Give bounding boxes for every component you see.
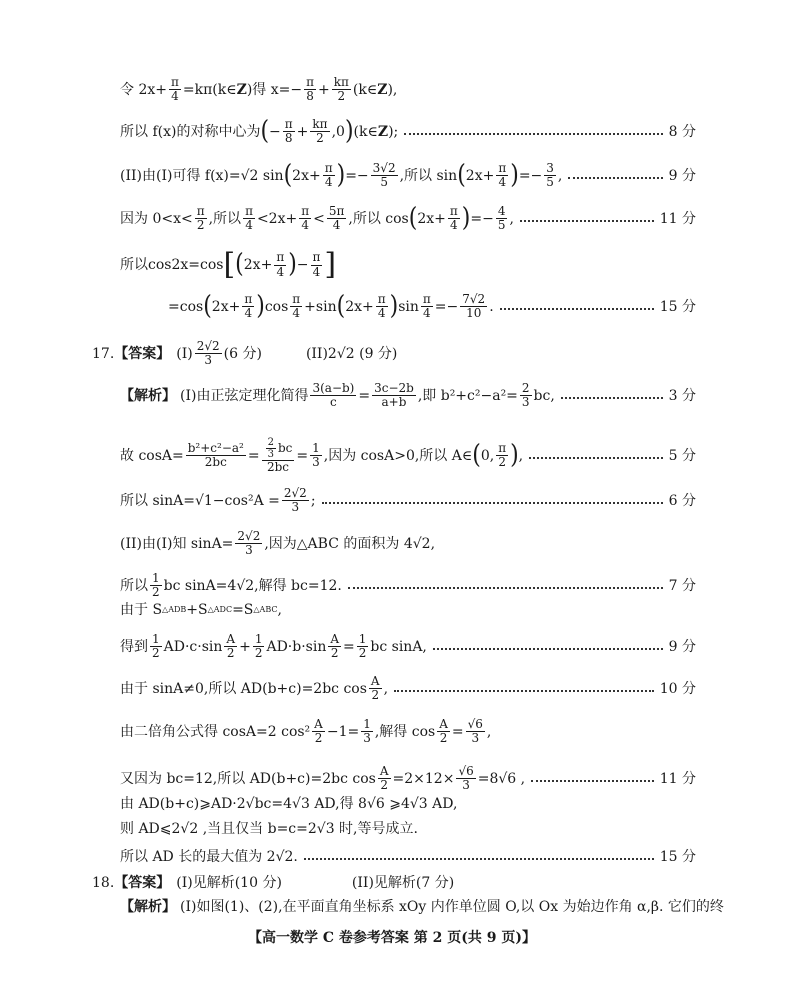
q17-line-11 [120,797,457,811]
leader-dots [500,308,654,310]
text: cos [264,298,289,315]
line-part2-fx: (II)由(I)可得 f(x)=√2 sin ( 2x+ $\frac{\pi}{4}$ ) =− $\frac{3√2}{5}$ ,所以 sin ( 2x+ $\frac{\pi}{4}$ ) =− $\frac{3}{5}$ , 9 分 [120,160,696,191]
num: kπ [333,75,349,89]
q17-line-13 [120,850,696,864]
fraction [466,718,485,745]
fraction [332,76,351,103]
den: 4 [312,264,321,279]
den: 3 [521,395,530,410]
fraction [496,442,508,469]
q17-line-8 [120,675,696,702]
den: 4 [276,264,285,279]
text: =− [518,167,543,184]
num: 2√2 [283,486,307,500]
num: π [292,292,301,306]
q18-answer [92,876,454,890]
fraction [283,118,295,145]
num: 1 [363,717,371,731]
text: , [518,447,524,464]
fraction [310,118,329,145]
text: 2x+ [292,167,321,184]
text: ,0 [331,123,345,140]
line-symmetry-center: 所以 f(x)的对称中心为 ( − $\frac{\pi}{8}$ + $\frac{k\pi}{2}$ ,0 ) (k∈ Z ); 8 分 [120,116,696,147]
num: 5π [328,204,345,218]
den: 2bc [266,460,289,474]
text: (I)见解析(10 分) [176,875,282,891]
question-number: 17. [92,345,115,362]
text: =cos [168,298,204,315]
text: 由于 S [120,602,163,618]
text: (I)由正弦定理化简得 [180,387,309,404]
den: 3 [312,455,320,470]
num: π [498,440,507,455]
num: 3(a−b) [312,381,355,395]
fraction [235,530,262,557]
leader-dots [433,648,663,650]
den: 2 [196,218,205,233]
q17-line-4 [120,530,435,557]
num: A [314,717,323,731]
num: 2 [267,437,274,448]
num: π [377,292,386,306]
den: 8 [284,131,293,146]
paren: ) [344,116,354,147]
paren: ( [336,291,346,322]
num: A [379,764,389,778]
fraction [195,340,222,367]
den: 5 [546,175,554,190]
text: = [296,447,309,464]
text: +sin [304,298,337,315]
paren: ) [510,439,519,470]
text: ,因为△ABC 的面积为 4√2, [264,535,436,552]
text: + [318,81,330,98]
fraction [460,293,487,320]
num: 2 [521,381,530,395]
text: 2x+ [243,257,273,273]
num: π [449,204,458,218]
leader-dots [520,220,654,222]
text: 2x+ [465,167,495,184]
den: 2 [152,585,160,600]
text: Z [236,81,247,98]
fraction [328,633,341,660]
text: = [343,638,355,655]
text: ,解得 cos [374,723,436,740]
den: 3 [204,353,213,368]
text: Z [377,81,388,98]
fraction [369,675,382,702]
num: b²+c²−a² [187,440,244,455]
text: (II)由(I)可得 f(x)=√2 sin [120,167,284,184]
line-cos2x [120,247,337,282]
fraction [195,205,207,232]
text: 所以 AD 长的最大值为 2√2. [120,849,298,865]
text: , [277,602,282,618]
line-symmetry-condition [120,76,397,103]
paren: ) [510,160,519,191]
den: 4 [292,306,301,321]
text: sin [398,298,419,315]
fraction [496,162,508,189]
score: 11 分 [659,210,696,227]
score: 9 分 [668,638,696,655]
den: 3 [245,543,253,558]
score: 15 分 [659,298,696,315]
paren: ( [203,291,212,322]
den: 2 [371,688,380,703]
leader-dots [348,587,663,589]
den: 2 [254,646,263,661]
num: A [330,632,340,646]
num: 2√2 [196,339,220,353]
text: ,所以 [208,210,242,227]
fraction [448,205,460,232]
num: 1 [358,632,367,646]
text: 2x+ [345,298,374,315]
leader-dots [304,858,654,860]
q17-answer [92,340,397,367]
num: π [276,250,285,265]
num: 3c−2b [374,381,414,395]
fraction [520,382,532,409]
text: (I)如图(1)、(2),在平面直角坐标系 xOy 内作单位圆 O,以 Ox 为始边作角 α,β. 它们的终 [180,899,724,915]
text: 又因为 bc=12,所以 AD(b+c)=2bc cos [120,770,376,787]
score: 3 分 [668,387,696,404]
bracket: ] [324,247,337,282]
line-cos2x-result [168,293,696,320]
leader-dots [404,133,662,135]
text: <2x+ [256,210,298,227]
den: 4 [324,175,333,190]
subscript: △ABC [253,605,278,614]
den: 2 [337,89,346,104]
den: 2 [226,646,235,661]
text: = [358,387,371,404]
text: ,所以 cos [348,210,409,227]
num: 3 [546,161,554,175]
den: 2 [498,455,506,470]
text: 所以 [120,577,148,594]
fraction [242,293,254,320]
bracket: [ [223,247,236,282]
den: 4 [171,89,179,104]
text: 故 cosA= [120,447,184,464]
fraction [323,162,335,189]
fraction [357,633,369,660]
score: 7 分 [668,577,696,594]
num: π [312,250,321,265]
den: 3 [363,731,371,746]
num: A [439,717,448,731]
text: =8√6 , [477,770,526,787]
fraction [290,293,302,320]
num: 4 [497,204,506,218]
q17-line-12 [120,822,418,836]
fraction [243,205,255,232]
num: π [196,204,205,218]
den: 2 [314,731,323,746]
analysis-tag: 【解析】 [120,387,176,404]
subscript: △ADC [207,605,233,614]
den: 3 [471,731,480,746]
fraction [421,293,433,320]
fraction [437,718,450,745]
paren: ( [408,203,418,234]
num: 3√2 [372,161,396,175]
q17-line-5 [120,572,696,599]
num: A [226,632,236,646]
den: 2 [380,778,388,793]
leader-dots [561,397,663,399]
fraction [169,76,181,103]
text: = [247,447,260,464]
text: =kπ(k∈ [182,81,237,98]
q17-line-2 [120,437,696,474]
num: 1 [254,632,263,646]
text: =− [434,298,459,315]
den: 8 [306,89,314,104]
text: 得到 [120,638,148,655]
text: AD·b·sin [266,638,327,655]
text: , [383,680,389,697]
text: ; [310,492,316,509]
text: √bc [245,796,272,812]
fraction [186,442,246,469]
den: 3 [267,449,274,460]
text: )得 x=− [246,81,303,98]
text: (k∈ [352,81,378,98]
paren: ( [457,160,466,191]
fraction [311,251,323,278]
num: 2√2 [237,529,261,543]
q17-line-7 [120,633,696,660]
text: bc [277,441,293,455]
fraction [266,437,276,460]
text: 由二倍角公式得 cosA=2 cos² [120,723,311,740]
text: bc sinA, [370,638,427,655]
paren: ) [461,203,471,234]
q17-line-10 [120,765,696,792]
question-number: 18. [92,875,115,891]
leader-dots [394,690,654,692]
den: 4 [423,306,431,321]
text: 所以cos2x=cos [120,257,224,273]
text: +S [186,602,208,618]
text: ), [387,81,398,98]
text: 0, [480,447,495,464]
text: (k∈ [353,123,378,140]
num: √6 [458,764,474,778]
fraction [310,382,356,409]
num: 1 [152,571,160,585]
den: 2 [330,646,339,661]
fraction [371,162,398,189]
text: 2x+ [417,210,446,227]
fraction [150,572,162,599]
fraction [312,718,325,745]
text: =− [345,167,369,184]
fraction [274,251,286,278]
line-range [120,205,696,232]
num: π [245,204,253,218]
score: 6 分 [668,492,696,509]
answer-tag: 【答案】 [114,875,171,891]
text: ,所以 sin [399,167,458,184]
den: 2 [358,646,367,661]
den: 4 [450,218,458,233]
footer-text: 【高一数学 C 卷参考答案 第 2 页(共 9 页)】 [248,930,536,946]
den: 4 [377,306,386,321]
fraction [310,442,322,469]
fraction [456,765,475,792]
text: (II)2√2 (9 分) [305,345,398,362]
num: 7√2 [462,292,486,306]
den: 5 [380,175,388,190]
text: =S [232,602,254,618]
q18-line-1 [120,900,724,914]
score: 10 分 [659,680,696,697]
text: =− [470,210,494,227]
paren: ) [256,291,265,322]
den: 2 [316,131,324,146]
analysis-tag: 【解析】 [120,899,176,915]
fraction [299,205,311,232]
fraction [224,633,237,660]
text: 则 AD⩽2√2 ,当且仅当 b=c=2√3 时,等号成立. [120,821,418,837]
leader-dots [568,177,662,179]
text: 因为 0<x< [120,210,193,227]
den: a+b [381,395,407,410]
paren: ) [389,291,399,322]
score: 9 分 [668,167,696,184]
fraction [361,718,373,745]
paren: ( [260,116,270,147]
subscript: △ADB [162,605,187,614]
num: π [498,161,507,175]
den: 5 [497,218,506,233]
fraction [282,487,309,514]
text: + [239,638,251,655]
num: π [301,204,310,218]
text: =2×12× [392,770,455,787]
text: , [486,723,492,740]
text: AD·c·sin [163,638,223,655]
den: 4 [332,218,341,233]
fraction [496,205,508,232]
den: 2 [439,731,448,746]
text: (6 分) [223,345,262,362]
paren: ) [288,249,297,280]
text: Z [377,123,389,140]
num [262,437,295,461]
fraction [253,633,265,660]
fraction [376,293,388,320]
den: 3 [462,778,470,793]
fraction [150,633,162,660]
text: −1= [326,723,360,740]
num: π [244,292,253,306]
text: =4√3 AD,得 8√6 ⩾4√3 AD, [271,796,458,812]
num: A [370,674,380,688]
num: π [422,292,431,306]
leader-dots [531,780,654,782]
den: 4 [245,218,253,233]
q17-line-6 [120,603,282,617]
text: 由 AD(b+c)⩾AD·2 [120,796,246,812]
leader-dots [322,502,663,504]
text: 所以 f(x)的对称中心为 [120,123,261,140]
score: 11 分 [659,770,696,787]
text: (II)由(I)知 sinA= [120,535,234,552]
text: 由于 sinA≠0,所以 AD(b+c)=2bc cos [120,680,367,697]
page-footer [248,931,536,945]
leader-dots [529,457,663,459]
text: . [489,298,494,315]
paren: ( [235,249,244,280]
num: 1 [312,440,320,455]
text: 令 2x+ [120,81,167,98]
fraction [304,76,316,103]
den: 3 [291,500,300,515]
den: 10 [466,306,482,321]
den: 4 [301,218,309,233]
answer-tag: 【答案】 [114,345,171,362]
text: ); [388,123,399,140]
paren: ( [283,160,293,191]
num: π [306,75,315,89]
den: 2bc [204,455,227,470]
text: bc, [533,387,555,404]
paren: ) [336,160,346,191]
text: , [509,210,514,227]
num: √6 [467,717,483,731]
q17-line-3 [120,487,696,514]
fraction [544,162,556,189]
num: π [324,161,333,175]
fraction [378,765,391,792]
text: < [313,210,325,227]
text: ,因为 cosA>0,所以 A∈ [323,447,473,464]
den: 4 [244,306,253,321]
text: (I) [176,345,193,362]
score: 15 分 [659,849,696,865]
den: c [330,395,337,410]
den: 2 [152,646,160,661]
text: bc sinA=4√2,解得 bc=12. [163,577,342,594]
score: 5 分 [668,447,696,464]
fraction [262,437,295,474]
num: kπ [312,117,328,131]
text: = [451,723,464,740]
text: 所以 sinA=√1−cos²A = [120,492,280,509]
num: π [284,117,293,131]
text: ,即 b²+c²−a²= [417,387,518,404]
score: 8 分 [668,123,696,140]
fraction [327,205,347,232]
den: 4 [498,175,507,190]
num: π [170,75,179,89]
text: − [296,257,309,273]
fraction [372,382,416,409]
text: (II)见解析(7 分) [351,875,455,891]
q17-line-1 [120,382,696,409]
paren: ( [472,439,481,470]
text: 2x+ [211,298,241,315]
q17-line-9 [120,718,491,745]
num: 1 [152,632,160,646]
